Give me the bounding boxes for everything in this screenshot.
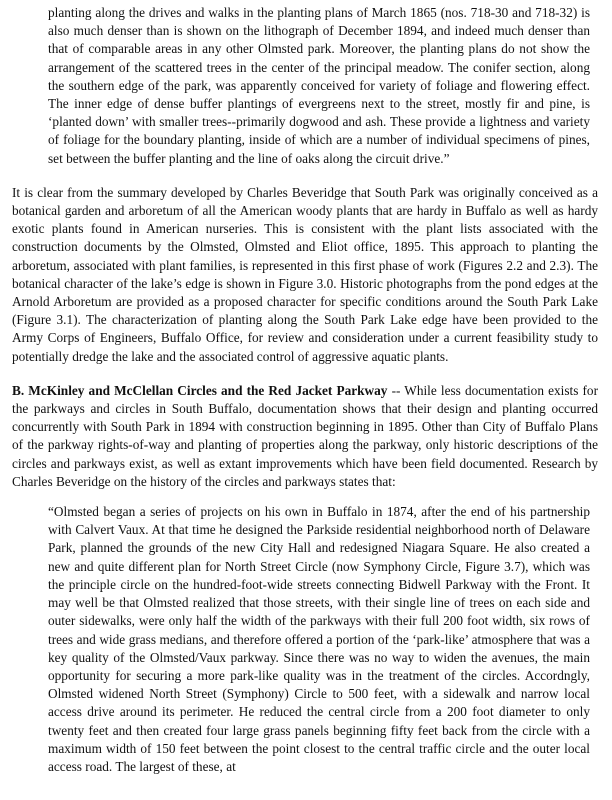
section-b-text: -- While less documentation exists for the parkways and circles in South Buffalo, documentation shows that their design and planting occurred concurrently with South Park in 1894 with construction beginning in 1895. Other than City of Buffalo Plans of the parkway rights-of-way and planting of properties along the parkway, only historic descriptions of the circles and parkways exist, as well as extant improvements which have been field documented. Research by Charles Beveridge on the history of the circles and parkways states that: [12, 382, 598, 489]
paragraph-south-park-arboretum: It is clear from the summary developed by Charles Beveridge that South Park was originally conceived as a botanical garden and arboretum of all the American woody plants that are hardy in Buffalo as well as hardy exotic plants found in American nurseries. This is consistent with the plant lists associated with the construction documents by the Olmsted, Olmsted and Eliot office, 1895. This approach to planting the arboretum, associated with plant families, is represented in this first phase of work (Figures 2.2 and 2.3). The botanical character of the lake’s edge is shown in Figure 3.0. Historic photographs from the pond edges at the Arnold Arboretum are provided as a proposed character for specific conditions around the South Park Lake (Figure 3.1). The characterization of planting along the South Park Lake edge have been provided to the Army Corps of Engineers, Buffalo Office, for review and consideration under a current feasibility study to potentially dredge the lake and the associated control of aggressive aquatic plants. [12, 184, 598, 364]
section-b-paragraph [12, 382, 598, 491]
section-b-heading: B. McKinley and McClellan Circles and the Red Jacket Parkway [12, 382, 388, 398]
block-quote-planting: planting along the drives and walks in the planting plans of March 1865 (nos. 718-30 and 718-32) is also much denser than is shown on the lithograph of December 1894, and indeed much denser than that of comparable areas in any other Olmsted park. Moreover, the planting plans do not show the arrangement of the scattered trees in the center of the principal meadow. The conifer section, along the southern edge of the park, was apparently conceived for variety of foliage and flowering effect. The inner edge of dense buffer plantings of evergreens next to the street, mostly fir and pine, is ‘planted down’ with smaller trees--primarily dogwood and ash. These provide a lightness and variety of foliage for the boundary planting, inside of which are a number of individual specimens of pines, set between the buffer planting and the line of oaks along the circuit drive.” [48, 5, 590, 166]
block-quote-olmsted: “Olmsted began a series of projects on his own in Buffalo in 1874, after the end of his partnership with Calvert Vaux. At that time he designed the Parkside residential neighborhood north of Delaware Park, planned the grounds of the new City Hall and redesigned Niagara Square. He also created a new and quite different plan for North Street Circle (now Symphony Circle, Figure 3.7), which was the principle circle on the hundred-foot-wide streets connecting Bidwell Parkway with the Front. It may well be that Olmsted realized that those streets, with their single line of trees on each side and outer sidewalks, were only half the width of the parkways with their full 200 foot width, six rows of trees and wide grass medians, and therefore offered a portion of the ‘park-like’ atmosphere that was a key quality of the Olmsted/Vaux parkway. Since there was no way to widen the avenues, the main opportunity for securing a more park-like quality was in the treatment of the circles. Accordngly, Olmsted widened North Street (Symphony) Circle to 500 feet, with a sidewalk and narrow local access drive around its perimeter. He reduced the central circle from a 200 foot diameter to only twenty feet and then created four large grass panels beginning fifty feet back from the circle with a maximum width of 150 feet between the point closest to the central traffic circle and the outer local access road. The largest of these, at [48, 504, 590, 774]
